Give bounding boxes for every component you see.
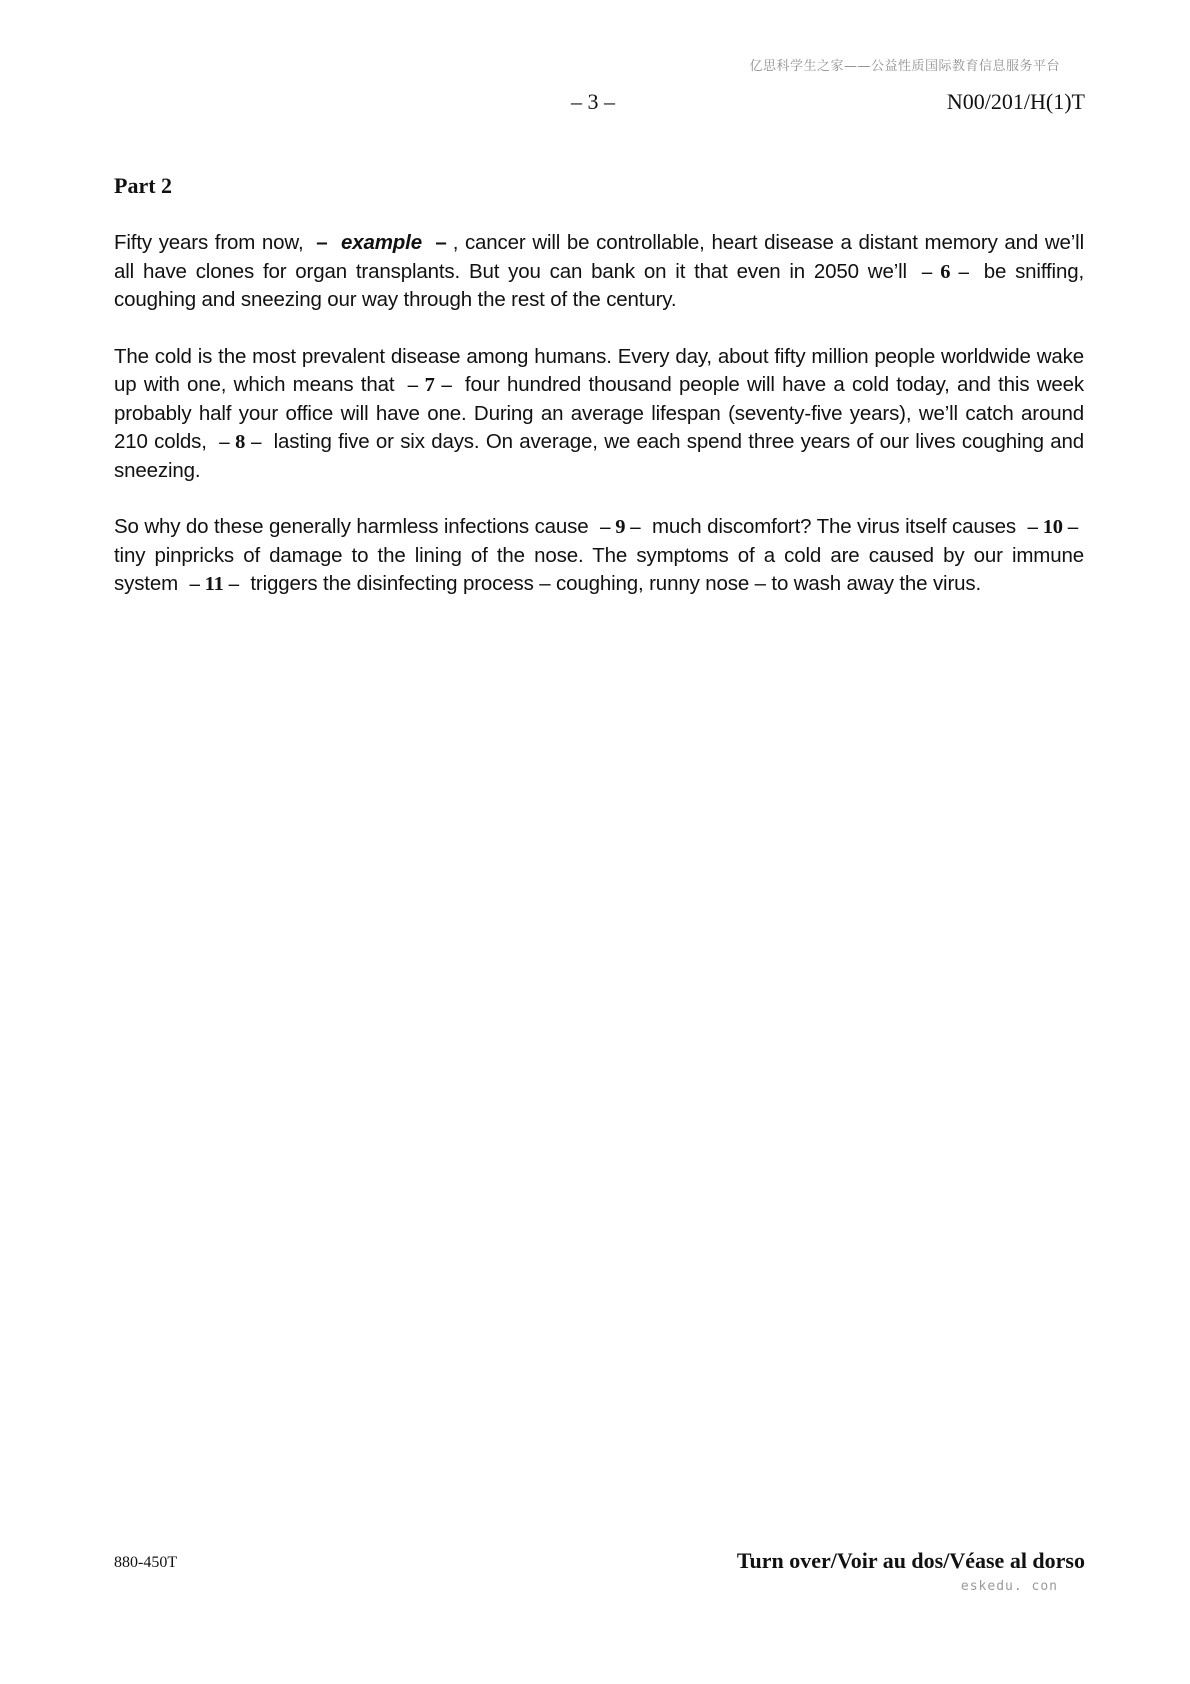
gap-8: – 8 – bbox=[219, 431, 262, 453]
paragraph-1-text-3: be sniffing, coughing and sneezing our way through the rest of the century. bbox=[114, 259, 1085, 311]
turn-over-label: Turn over/Voir au dos/Véase al dorso bbox=[736, 1548, 1085, 1573]
paragraph-2-text-3: lasting five or six days. On average, we each spend three years of our lives coughing and sneezing. bbox=[114, 430, 1085, 482]
gap-6: – 6 – bbox=[921, 260, 969, 283]
paragraph-3-text-4: triggers the disinfecting process – coughing, runny nose – to wash away the virus. bbox=[250, 572, 982, 595]
gap-9: – 9 – bbox=[600, 516, 641, 538]
example-dash-right: – bbox=[435, 231, 447, 254]
paragraph-3-text-1: So why do these generally harmless infections cause bbox=[114, 515, 589, 538]
document-code: N00/201/H(1)T bbox=[946, 89, 1085, 114]
footer-document-code: 880-450T bbox=[114, 1554, 178, 1571]
paragraph-2-text-1: The cold is the most prevalent disease among humans. Every day, about fifty million people worldwide wake up with one, which means that bbox=[114, 344, 1084, 396]
paragraph-3-text-2: much discomfort? The virus itself causes bbox=[652, 515, 1017, 538]
paragraph-2-text-2: four hundred thousand people will have a cold today, and this week probably half your office will have one. During an average lifespan (seventy-five years), we’ll catch around 210 colds, bbox=[114, 373, 1085, 453]
paragraph-1-text-1: Fifty years from now, bbox=[114, 231, 304, 254]
paragraph-3 bbox=[114, 513, 1084, 599]
gap-11: – 11 – bbox=[189, 573, 239, 595]
example-gap bbox=[310, 231, 452, 254]
part-heading: Part 2 bbox=[114, 173, 173, 198]
paragraph-2 bbox=[114, 343, 1084, 486]
example-dash-left: – bbox=[316, 231, 328, 254]
watermark-top: 亿思科学生之家——公益性质国际教育信息服务平台 bbox=[749, 59, 1060, 74]
paragraph-1 bbox=[114, 229, 1084, 315]
page-number: – 3 – bbox=[571, 89, 615, 114]
paragraph-1-text-2: , cancer will be controllable, heart disease a distant memory and we’ll all have clones for organ transplants. But you can bank on it that even in 2050 we’ll bbox=[114, 231, 1084, 283]
paragraph-3-text-3: tiny pinpricks of damage to the lining of the nose. The symptoms of a cold are caused by our immune system bbox=[114, 543, 1084, 595]
example-word: example bbox=[340, 231, 422, 254]
passage-body bbox=[114, 229, 1084, 627]
gap-7: – 7 – bbox=[407, 374, 452, 396]
gap-10: – 10 – bbox=[1027, 516, 1079, 538]
watermark-bottom: eskedu. con bbox=[960, 1579, 1058, 1594]
